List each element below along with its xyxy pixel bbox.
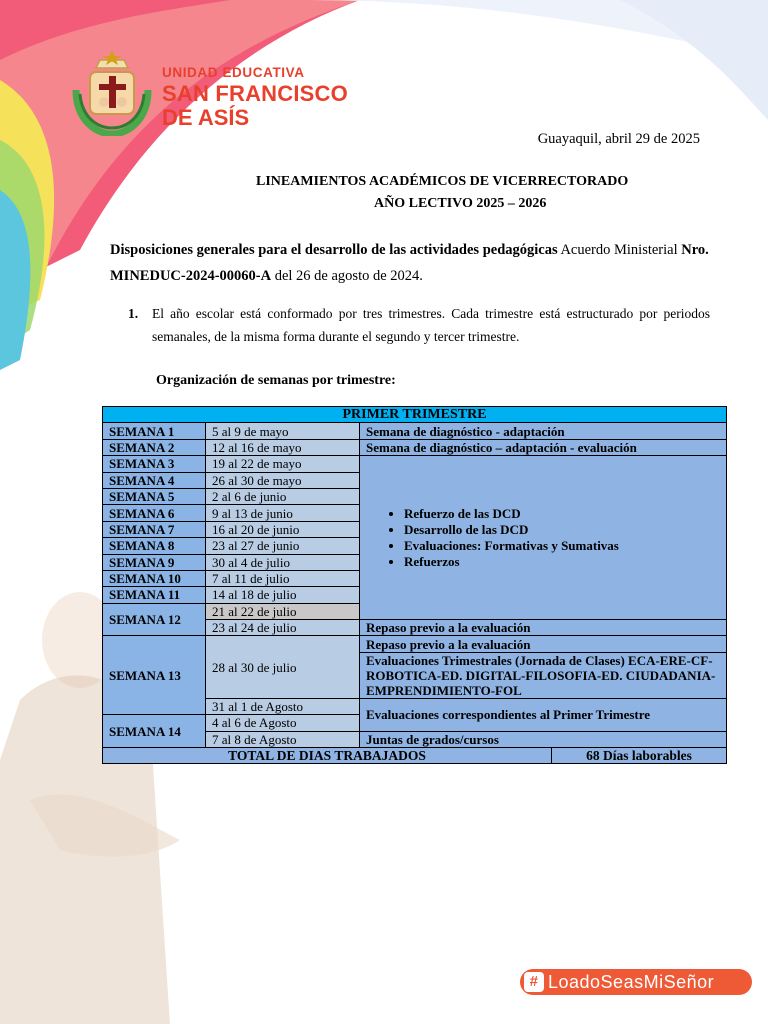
week-description: Repaso previo a la evaluación — [360, 636, 727, 652]
week-dates: 5 al 9 de mayo — [206, 423, 360, 439]
school-name-line2: SAN FRANCISCO — [162, 80, 348, 106]
organization-title: Organización de semanas por trimestre: — [156, 373, 396, 388]
activities-list — [366, 506, 720, 570]
week-label: SEMANA 3 — [103, 456, 206, 472]
dispositions-normal-a: Acuerdo Ministerial — [557, 242, 682, 258]
dispositions-bold-a: Disposiciones generales para el desarrollo de las actividades pedagógicas — [110, 242, 558, 258]
week-dates: 7 al 8 de Agosto — [206, 731, 360, 747]
dispositions-normal-b: del 26 de agosto de 2024. — [271, 268, 423, 284]
week-dates: 4 al 6 de Agosto — [206, 715, 360, 731]
list-item-1 — [128, 302, 710, 348]
week-dates: 21 al 22 de julio — [206, 603, 360, 619]
week-label: SEMANA 14 — [103, 715, 206, 748]
week-dates: 23 al 24 de julio — [206, 620, 360, 636]
week-dates: 28 al 30 de julio — [206, 636, 360, 698]
week-dates: 26 al 30 de mayo — [206, 472, 360, 488]
list-item-text: El año escolar está conformado por tres trimestres. Cada trimestre está estructurado por periodos semanales, de la misma forma durante el segundo y tercer trimestre. — [152, 306, 710, 344]
document-date: Guayaquil, abril 29 de 2025 — [537, 131, 700, 147]
week-label: SEMANA 7 — [103, 521, 206, 537]
week-description: Evaluaciones correspondientes al Primer Trimestre — [360, 698, 727, 731]
week-dates: 9 al 13 de junio — [206, 505, 360, 521]
total-value: 68 Días laborables — [552, 748, 727, 764]
school-name — [162, 66, 348, 129]
week-description: Repaso previo a la evaluación — [360, 620, 727, 636]
week-label: SEMANA 8 — [103, 538, 206, 554]
weeks-table — [102, 406, 727, 764]
activities-cell — [360, 456, 727, 620]
week-dates: 7 al 11 de julio — [206, 570, 360, 586]
week-label: SEMANA 11 — [103, 587, 206, 603]
week-label: SEMANA 10 — [103, 570, 206, 586]
week-dates: 23 al 27 de junio — [206, 538, 360, 554]
week-dates: 19 al 22 de mayo — [206, 456, 360, 472]
school-crest-icon — [66, 50, 158, 136]
week-label: SEMANA 4 — [103, 472, 206, 488]
week-description: Semana de diagnóstico – adaptación - evaluación — [360, 439, 727, 455]
list-item: • Evaluaciones: Formativas y Sumativas — [404, 538, 720, 554]
hashtag-icon: # — [524, 972, 544, 992]
dispositions-paragraph — [110, 237, 710, 289]
week-label: SEMANA 6 — [103, 505, 206, 521]
week-dates: 16 al 20 de junio — [206, 521, 360, 537]
hashtag-badge — [520, 969, 752, 995]
week-label: SEMANA 2 — [103, 439, 206, 455]
school-name-line1: UNIDAD EDUCATIVA — [162, 65, 305, 80]
document-title: LINEAMIENTOS ACADÉMICOS DE VICERRECTORADO — [256, 174, 629, 189]
hashtag-text: LoadoSeasMiSeñor — [548, 972, 715, 992]
week-dates: 30 al 4 de julio — [206, 554, 360, 570]
list-item-number: 1. — [128, 306, 139, 321]
week-description: Juntas de grados/cursos — [360, 731, 727, 747]
list-item: • Refuerzo de las DCD — [404, 506, 720, 522]
table-header: PRIMER TRIMESTRE — [103, 407, 727, 423]
week-dates: 12 al 16 de mayo — [206, 439, 360, 455]
week-description: Semana de diagnóstico - adaptación — [360, 423, 727, 439]
total-label: TOTAL DE DIAS TRABAJADOS — [103, 748, 552, 764]
school-name-line3: DE ASÍS — [162, 104, 250, 130]
week-label: SEMANA 9 — [103, 554, 206, 570]
week-label: SEMANA 5 — [103, 488, 206, 504]
week-dates: 14 al 18 de julio — [206, 587, 360, 603]
week-label: SEMANA 12 — [103, 603, 206, 636]
week-label: SEMANA 13 — [103, 636, 206, 715]
week-dates: 31 al 1 de Agosto — [206, 698, 360, 714]
list-item: • Refuerzos — [404, 554, 720, 570]
week-description: Evaluaciones Trimestrales (Jornada de Clases) ECA-ERE-CF-ROBOTICA-ED. DIGITAL-FILOSOFIA-ED. CIUDADANIA-EMPRENDIMIENTO-FOL — [360, 652, 727, 698]
week-dates: 2 al 6 de junio — [206, 488, 360, 504]
dispositions-bold-b: Nro. MINEDUC-2024-00060-A — [110, 242, 709, 284]
week-label: SEMANA 1 — [103, 423, 206, 439]
list-item: • Desarrollo de las DCD — [404, 522, 720, 538]
document-subtitle: AÑO LECTIVO 2025 – 2026 — [374, 196, 547, 211]
